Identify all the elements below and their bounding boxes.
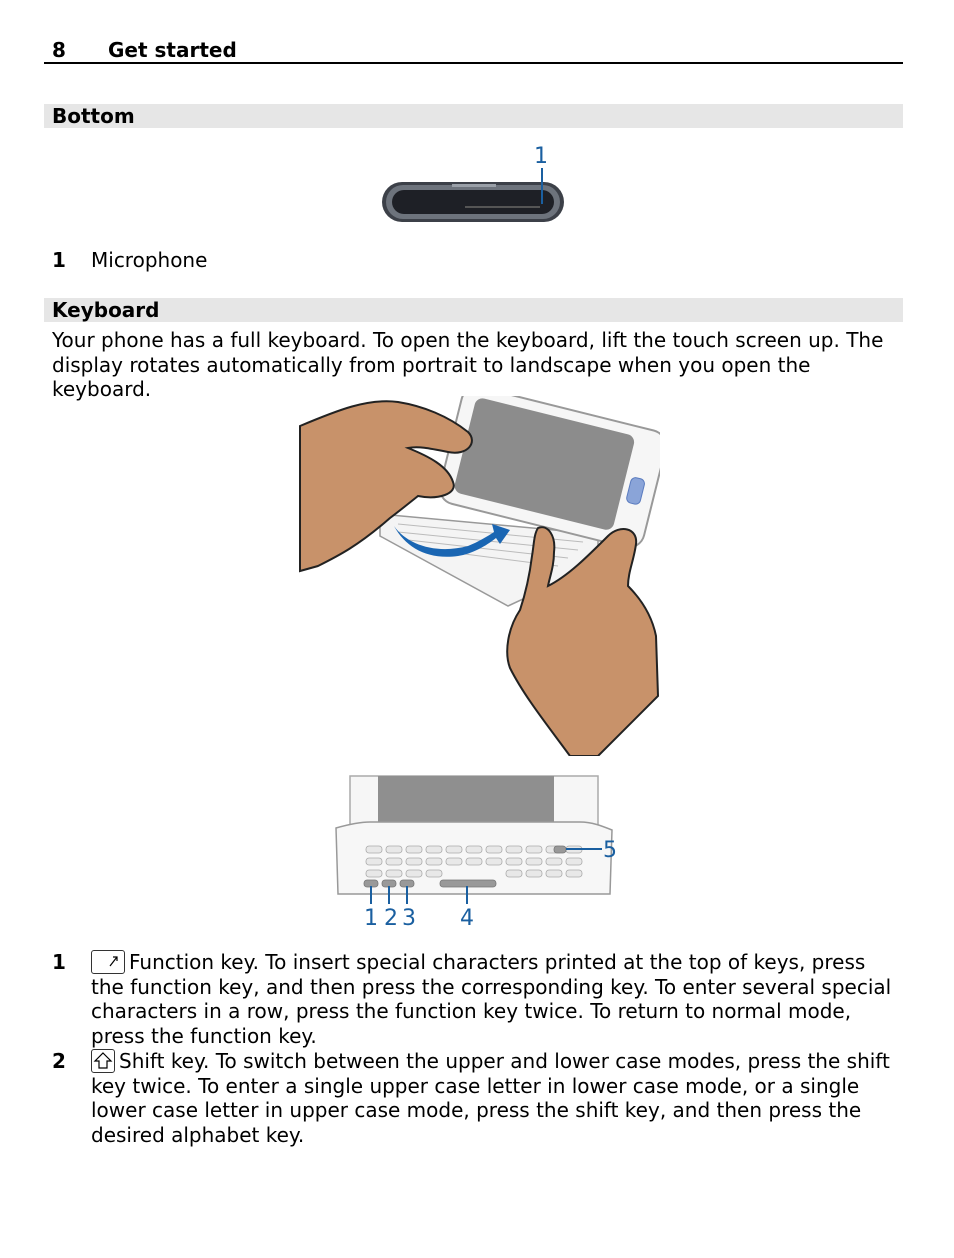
item-shift-key	[91, 1049, 901, 1147]
shift-key-icon	[91, 1049, 115, 1073]
section-title-bottom: Bottom	[52, 104, 135, 128]
item-function-key	[91, 950, 901, 1048]
function-key-text: Function key. To insert special characters printed at the top of keys, press the function key, and then press the corresponding key. To enter several special characters in a row, press the function key twice. To return to normal mode, press the function key.	[91, 950, 892, 1048]
section-bar-keyboard	[44, 298, 903, 322]
callout-bottom-1: 1	[534, 144, 548, 169]
section-title-keyboard: Keyboard	[52, 298, 160, 322]
item-text-microphone: Microphone	[91, 248, 208, 272]
open-keyboard-illustration	[298, 396, 660, 756]
callout-1: 1	[364, 906, 378, 931]
header-rule	[44, 62, 903, 64]
callout-4: 4	[460, 906, 474, 931]
shift-key-text: Shift key. To switch between the upper and lower case modes, press the shift key twice. To enter a single upper case letter in lower case mode, or a single lower case letter in upper case mode, press the shift key, and then press the desired alphabet key.	[91, 1049, 890, 1147]
item-number: 1	[52, 248, 66, 272]
callout-5: 5	[603, 838, 617, 863]
chapter-title: Get started	[108, 38, 237, 62]
function-key-icon	[91, 950, 125, 974]
callout-3: 3	[402, 906, 416, 931]
item-number: 2	[52, 1049, 66, 1073]
phone-bottom-illustration	[370, 140, 580, 230]
callout-2: 2	[384, 906, 398, 931]
keyboard-paragraph: Your phone has a full keyboard. To open the keyboard, lift the touch screen up. The display rotates automatically from portrait to landscape when you open the keyboard.	[52, 328, 884, 401]
page-number: 8	[52, 38, 66, 62]
section-bar-bottom	[44, 104, 903, 128]
item-number: 1	[52, 950, 66, 974]
keyboard-front-illustration	[330, 770, 620, 910]
